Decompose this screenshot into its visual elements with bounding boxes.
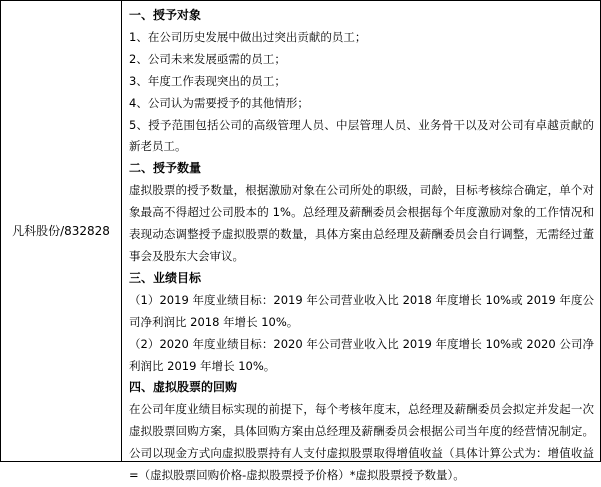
- target-item-1: 1、在公司历史发展中做出过突出贡献的员工；: [129, 29, 367, 44]
- plan-content-cell: [122, 1, 600, 483]
- target-item-5: 5、授予范围包括公司的高级管理人员、中层管理人员、业务骨干以及对公司有卓越贡献的新老员工。: [129, 117, 594, 154]
- target-item-4: 4、公司认为需要授予的其他情形；: [129, 95, 309, 110]
- target-item-3: 3、年度工作表现突出的员工；: [129, 73, 286, 88]
- section-heading-performance: 三、业绩目标: [129, 270, 202, 285]
- target-item-2: 2、公司未来发展亟需的员工；: [129, 51, 286, 66]
- section-heading-buyback: 四、虚拟股票的回购: [129, 380, 238, 395]
- quantity-paragraph: 虚拟股票的授予数量，根据激励对象在公司所处的职级，司龄，目标考核综合确定，单个对象最高不得超过公司股本的 1%。总经理及薪酬委员会根据每个年度激励对象的工作情况和表现动态调整授予虚拟股票的数量，具体方案由总经理及薪酬委员会自行调整，无需经过董事会及股东大会审议。: [129, 183, 594, 263]
- section-heading-targets: 一、授予对象: [129, 8, 202, 22]
- performance-item-1: （1）2019 年度业绩目标：2019 年公司营业收入比 2018 年度增长 10%或 2019 年度公司净利润比 2018 年增长 10%。: [129, 292, 594, 329]
- section-heading-quantity: 二、授予数量: [129, 161, 202, 176]
- performance-item-2: （2）2020 年度业绩目标：2020 年公司营业收入比 2019 年度增长 10%或 2020 公司净利润比 2019 年增长 10%。: [129, 336, 594, 373]
- buyback-paragraph: 在公司年度业绩目标实现的前提下，每个考核年度末，总经理及薪酬委员会拟定并发起一次虚拟股票回购方案，具体回购方案由总经理及薪酬委员会根据公司当年度的经营情况制定。公司以现金方式向虚拟股票持有人支付虚拟股票取得增值收益（具体计算公式为：增值收益=（虚拟股票回购价格-虚拟股票授予价格）*虚拟股票授予数量）。: [129, 402, 594, 483]
- company-cell: 凡科股份/832828: [1, 1, 122, 461]
